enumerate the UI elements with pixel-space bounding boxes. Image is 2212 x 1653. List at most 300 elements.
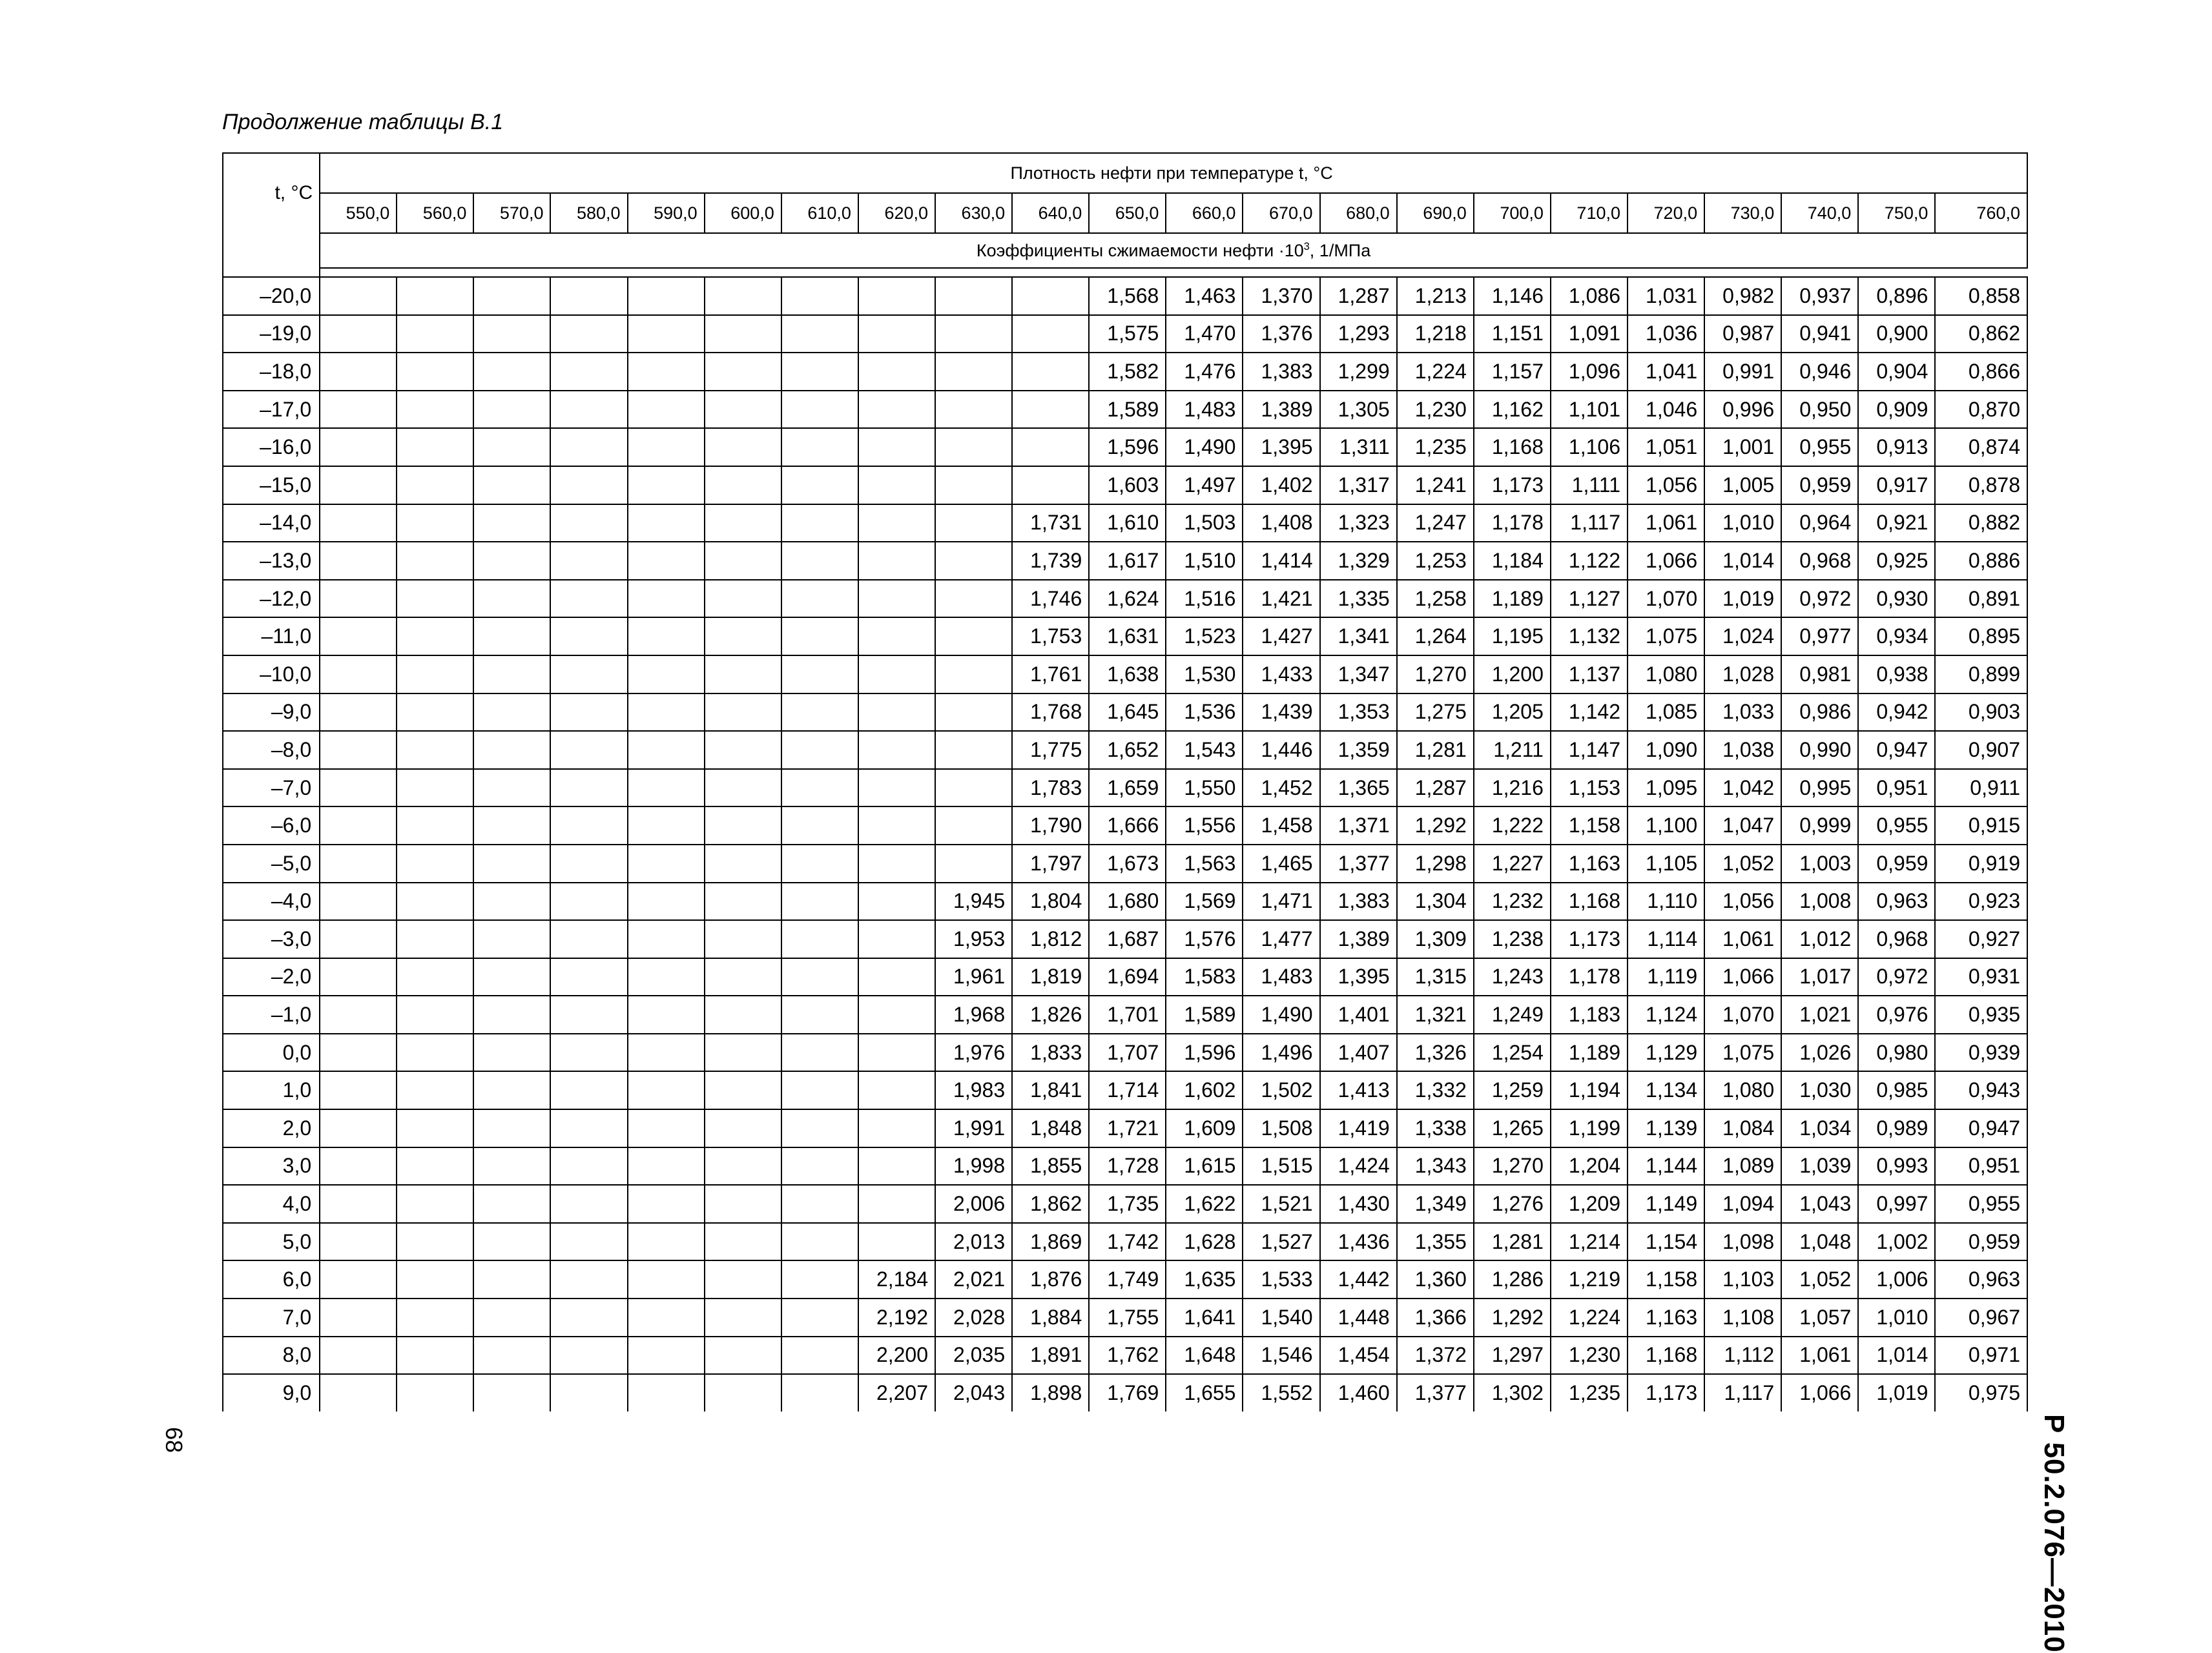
value-cell: 1,372 xyxy=(1397,1337,1474,1375)
value-cell xyxy=(550,1109,627,1147)
value-cell xyxy=(781,1071,858,1109)
value-cell xyxy=(550,845,627,883)
value-cell: 1,476 xyxy=(1166,353,1243,391)
value-cell xyxy=(397,353,473,391)
value-cell: 1,129 xyxy=(1628,1034,1704,1072)
temperature-cell: 8,0 xyxy=(223,1337,320,1375)
value-cell: 1,436 xyxy=(1320,1223,1397,1261)
value-cell: 1,460 xyxy=(1320,1374,1397,1412)
value-cell: 1,762 xyxy=(1089,1337,1166,1375)
value-cell xyxy=(320,1223,397,1261)
value-cell xyxy=(781,353,858,391)
value-cell: 1,204 xyxy=(1551,1147,1628,1186)
value-cell: 0,951 xyxy=(1935,1147,2027,1186)
table-caption: Продолжение таблицы В.1 xyxy=(222,110,504,134)
value-cell: 1,014 xyxy=(1858,1337,1935,1375)
value-cell: 1,019 xyxy=(1704,580,1781,618)
value-cell: 1,812 xyxy=(1012,920,1089,958)
value-cell: 1,582 xyxy=(1089,353,1166,391)
temperature-cell: –2,0 xyxy=(223,958,320,996)
value-cell: 1,286 xyxy=(1474,1260,1551,1299)
value-cell xyxy=(628,466,705,504)
value-cell: 1,211 xyxy=(1474,731,1551,769)
temperature-cell: –17,0 xyxy=(223,391,320,429)
value-cell: 0,913 xyxy=(1858,428,1935,466)
temperature-cell: –13,0 xyxy=(223,542,320,580)
value-cell xyxy=(628,845,705,883)
table-row xyxy=(223,920,2027,958)
value-cell xyxy=(473,693,550,732)
value-cell: 0,878 xyxy=(1935,466,2027,504)
value-cell: 1,596 xyxy=(1089,428,1166,466)
standard-code: Р 50.2.076—2010 xyxy=(2038,1414,2070,1653)
value-cell xyxy=(320,428,397,466)
value-cell: 0,959 xyxy=(1858,845,1935,883)
value-cell: 0,947 xyxy=(1935,1109,2027,1147)
value-cell: 0,874 xyxy=(1935,428,2027,466)
value-cell xyxy=(397,428,473,466)
value-cell: 1,463 xyxy=(1166,277,1243,315)
value-cell xyxy=(550,277,627,315)
value-cell: 0,980 xyxy=(1858,1034,1935,1072)
value-cell xyxy=(397,1260,473,1299)
value-cell: 1,323 xyxy=(1320,504,1397,542)
value-cell: 0,977 xyxy=(1781,617,1858,655)
value-cell: 1,243 xyxy=(1474,958,1551,996)
density-header-cell: 760,0 xyxy=(1935,193,2027,233)
value-cell: 1,563 xyxy=(1166,845,1243,883)
value-cell xyxy=(705,731,781,769)
value-cell xyxy=(628,428,705,466)
value-cell xyxy=(397,1185,473,1223)
value-cell: 1,707 xyxy=(1089,1034,1166,1072)
value-cell: 1,332 xyxy=(1397,1071,1474,1109)
value-cell xyxy=(550,883,627,921)
temperature-cell: –18,0 xyxy=(223,353,320,391)
temperature-cell: –12,0 xyxy=(223,580,320,618)
table-row xyxy=(223,1147,2027,1186)
value-cell: 0,899 xyxy=(1935,655,2027,693)
value-cell xyxy=(781,466,858,504)
value-cell xyxy=(1012,466,1089,504)
value-cell xyxy=(473,391,550,429)
value-cell: 2,200 xyxy=(858,1337,935,1375)
temperature-cell: 9,0 xyxy=(223,1374,320,1412)
density-header-cell: 740,0 xyxy=(1781,193,1858,233)
value-cell xyxy=(781,1034,858,1072)
value-cell: 1,389 xyxy=(1243,391,1319,429)
value-cell: 0,995 xyxy=(1781,769,1858,807)
table-row xyxy=(223,353,2027,391)
value-cell: 1,497 xyxy=(1166,466,1243,504)
value-cell: 1,241 xyxy=(1397,466,1474,504)
value-cell: 1,833 xyxy=(1012,1034,1089,1072)
value-cell: 1,624 xyxy=(1089,580,1166,618)
value-cell xyxy=(858,617,935,655)
value-cell xyxy=(473,428,550,466)
value-cell xyxy=(628,1337,705,1375)
value-cell xyxy=(858,1071,935,1109)
value-cell: 1,194 xyxy=(1551,1071,1628,1109)
value-cell xyxy=(550,1299,627,1337)
value-cell xyxy=(628,1374,705,1412)
value-cell xyxy=(858,655,935,693)
table-row xyxy=(223,845,2027,883)
value-cell xyxy=(858,769,935,807)
value-cell xyxy=(397,391,473,429)
value-cell: 0,955 xyxy=(1781,428,1858,466)
value-cell xyxy=(781,806,858,845)
value-cell xyxy=(705,1109,781,1147)
density-header-cell: 620,0 xyxy=(858,193,935,233)
value-cell: 1,470 xyxy=(1166,315,1243,353)
value-cell: 1,173 xyxy=(1551,920,1628,958)
value-cell: 0,991 xyxy=(1704,353,1781,391)
value-cell: 0,971 xyxy=(1935,1337,2027,1375)
value-cell: 0,963 xyxy=(1858,883,1935,921)
temperature-cell: –16,0 xyxy=(223,428,320,466)
value-cell: 1,031 xyxy=(1628,277,1704,315)
table-row xyxy=(223,806,2027,845)
value-cell xyxy=(935,655,1012,693)
value-cell: 1,132 xyxy=(1551,617,1628,655)
table-row xyxy=(223,655,2027,693)
value-cell: 0,931 xyxy=(1935,958,2027,996)
value-cell xyxy=(397,617,473,655)
value-cell: 1,038 xyxy=(1704,731,1781,769)
value-cell xyxy=(550,1337,627,1375)
value-cell: 2,207 xyxy=(858,1374,935,1412)
value-cell xyxy=(473,1223,550,1261)
value-cell: 1,139 xyxy=(1628,1109,1704,1147)
coefficients-exponent: 3 xyxy=(1303,240,1310,252)
value-cell: 1,427 xyxy=(1243,617,1319,655)
value-cell: 1,259 xyxy=(1474,1071,1551,1109)
value-cell xyxy=(628,542,705,580)
value-cell xyxy=(705,1071,781,1109)
value-cell xyxy=(320,1337,397,1375)
value-cell: 1,687 xyxy=(1089,920,1166,958)
value-cell xyxy=(705,1374,781,1412)
value-cell xyxy=(781,883,858,921)
value-cell xyxy=(858,353,935,391)
value-cell: 1,070 xyxy=(1704,996,1781,1034)
value-cell xyxy=(550,693,627,732)
value-cell xyxy=(705,580,781,618)
value-cell xyxy=(473,1299,550,1337)
value-cell: 1,596 xyxy=(1166,1034,1243,1072)
value-cell xyxy=(935,580,1012,618)
value-cell xyxy=(781,580,858,618)
value-cell xyxy=(858,277,935,315)
value-cell: 1,061 xyxy=(1628,504,1704,542)
value-cell: 1,377 xyxy=(1397,1374,1474,1412)
value-cell: 1,070 xyxy=(1628,580,1704,618)
value-cell xyxy=(473,958,550,996)
value-cell: 1,448 xyxy=(1320,1299,1397,1337)
value-cell: 0,968 xyxy=(1781,542,1858,580)
value-cell xyxy=(320,1147,397,1186)
temperature-cell: –4,0 xyxy=(223,883,320,921)
value-cell: 1,433 xyxy=(1243,655,1319,693)
value-cell: 1,189 xyxy=(1474,580,1551,618)
value-cell xyxy=(473,769,550,807)
value-cell xyxy=(473,353,550,391)
value-cell: 1,694 xyxy=(1089,958,1166,996)
value-cell xyxy=(705,315,781,353)
value-cell xyxy=(781,428,858,466)
temperature-cell: –11,0 xyxy=(223,617,320,655)
table-row xyxy=(223,1223,2027,1261)
value-cell: 1,036 xyxy=(1628,315,1704,353)
value-cell: 1,299 xyxy=(1320,353,1397,391)
value-cell: 1,144 xyxy=(1628,1147,1704,1186)
value-cell: 1,317 xyxy=(1320,466,1397,504)
value-cell: 1,066 xyxy=(1781,1374,1858,1412)
value-cell xyxy=(397,1374,473,1412)
value-cell xyxy=(858,731,935,769)
value-cell xyxy=(705,1034,781,1072)
table-row xyxy=(223,391,2027,429)
value-cell: 0,930 xyxy=(1858,580,1935,618)
value-cell: 1,383 xyxy=(1243,353,1319,391)
value-cell: 1,576 xyxy=(1166,920,1243,958)
value-cell: 1,080 xyxy=(1704,1071,1781,1109)
value-cell: 1,224 xyxy=(1397,353,1474,391)
value-cell: 0,858 xyxy=(1935,277,2027,315)
value-cell xyxy=(858,504,935,542)
value-cell: 0,968 xyxy=(1858,920,1935,958)
table-row xyxy=(223,693,2027,732)
value-cell xyxy=(628,731,705,769)
value-cell: 1,173 xyxy=(1474,466,1551,504)
value-cell: 0,967 xyxy=(1935,1299,2027,1337)
value-cell: 1,749 xyxy=(1089,1260,1166,1299)
value-cell xyxy=(858,466,935,504)
value-cell: 1,527 xyxy=(1243,1223,1319,1261)
temperature-cell: 2,0 xyxy=(223,1109,320,1147)
value-cell: 0,985 xyxy=(1858,1071,1935,1109)
value-cell: 1,222 xyxy=(1474,806,1551,845)
value-cell: 1,761 xyxy=(1012,655,1089,693)
value-cell: 0,943 xyxy=(1935,1071,2027,1109)
value-cell xyxy=(397,315,473,353)
value-cell: 1,209 xyxy=(1551,1185,1628,1223)
value-cell xyxy=(705,466,781,504)
value-cell: 1,721 xyxy=(1089,1109,1166,1147)
value-cell xyxy=(781,617,858,655)
value-cell xyxy=(550,1260,627,1299)
value-cell xyxy=(473,1147,550,1186)
table-row xyxy=(223,1260,2027,1299)
value-cell: 1,021 xyxy=(1781,996,1858,1034)
value-cell: 0,915 xyxy=(1935,806,2027,845)
value-cell: 1,583 xyxy=(1166,958,1243,996)
value-cell: 1,575 xyxy=(1089,315,1166,353)
value-cell: 1,275 xyxy=(1397,693,1474,732)
value-cell xyxy=(1012,428,1089,466)
value-cell xyxy=(320,769,397,807)
value-cell: 1,127 xyxy=(1551,580,1628,618)
value-cell xyxy=(628,1034,705,1072)
value-cell xyxy=(628,391,705,429)
value-cell xyxy=(628,580,705,618)
value-cell: 1,383 xyxy=(1320,883,1397,921)
value-cell: 1,395 xyxy=(1243,428,1319,466)
value-cell: 0,947 xyxy=(1858,731,1935,769)
value-cell: 1,540 xyxy=(1243,1299,1319,1337)
value-cell: 1,659 xyxy=(1089,769,1166,807)
value-cell xyxy=(550,315,627,353)
value-cell xyxy=(781,1185,858,1223)
value-cell xyxy=(858,958,935,996)
value-cell xyxy=(781,769,858,807)
value-cell: 1,523 xyxy=(1166,617,1243,655)
value-cell xyxy=(397,693,473,732)
table-row xyxy=(223,580,2027,618)
value-cell: 0,976 xyxy=(1858,996,1935,1034)
value-cell: 1,086 xyxy=(1551,277,1628,315)
value-cell: 1,338 xyxy=(1397,1109,1474,1147)
value-cell: 1,061 xyxy=(1781,1337,1858,1375)
value-cell: 1,216 xyxy=(1474,769,1551,807)
value-cell xyxy=(628,883,705,921)
value-cell xyxy=(473,617,550,655)
value-cell: 1,075 xyxy=(1628,617,1704,655)
value-cell: 1,026 xyxy=(1781,1034,1858,1072)
value-cell: 1,258 xyxy=(1397,580,1474,618)
value-cell xyxy=(858,542,935,580)
value-cell: 0,939 xyxy=(1935,1034,2027,1072)
value-cell xyxy=(320,504,397,542)
value-cell: 0,891 xyxy=(1935,580,2027,618)
value-cell xyxy=(781,277,858,315)
temperature-cell: –6,0 xyxy=(223,806,320,845)
coefficients-unit: , 1/МПа xyxy=(1309,240,1371,260)
value-cell: 1,014 xyxy=(1704,542,1781,580)
value-cell: 1,983 xyxy=(935,1071,1012,1109)
value-cell: 0,996 xyxy=(1704,391,1781,429)
value-cell: 1,552 xyxy=(1243,1374,1319,1412)
value-cell: 1,298 xyxy=(1397,845,1474,883)
value-cell: 1,516 xyxy=(1166,580,1243,618)
value-cell: 1,321 xyxy=(1397,996,1474,1034)
density-header-cell: 640,0 xyxy=(1012,193,1089,233)
value-cell xyxy=(473,277,550,315)
value-cell: 1,359 xyxy=(1320,731,1397,769)
value-cell xyxy=(397,1299,473,1337)
value-cell: 0,941 xyxy=(1781,315,1858,353)
value-cell: 0,942 xyxy=(1858,693,1935,732)
density-header-cell: 610,0 xyxy=(781,193,858,233)
value-cell: 1,326 xyxy=(1397,1034,1474,1072)
value-cell: 1,147 xyxy=(1551,731,1628,769)
table-row xyxy=(223,504,2027,542)
value-cell: 0,955 xyxy=(1858,806,1935,845)
value-cell: 1,609 xyxy=(1166,1109,1243,1147)
value-cell xyxy=(550,391,627,429)
value-cell: 0,870 xyxy=(1935,391,2027,429)
value-cell: 0,927 xyxy=(1935,920,2027,958)
temperature-cell: 1,0 xyxy=(223,1071,320,1109)
density-header-cell: 690,0 xyxy=(1397,193,1474,233)
value-cell xyxy=(550,958,627,996)
value-cell: 1,146 xyxy=(1474,277,1551,315)
value-cell xyxy=(550,806,627,845)
value-cell xyxy=(397,996,473,1034)
density-values-row xyxy=(223,193,2027,233)
header-spacer-t xyxy=(223,268,320,277)
temperature-cell: 0,0 xyxy=(223,1034,320,1072)
value-cell: 1,052 xyxy=(1704,845,1781,883)
value-cell xyxy=(705,693,781,732)
value-cell xyxy=(705,277,781,315)
value-cell xyxy=(320,1299,397,1337)
value-cell: 1,200 xyxy=(1474,655,1551,693)
value-cell: 1,173 xyxy=(1628,1374,1704,1412)
value-cell: 1,536 xyxy=(1166,693,1243,732)
value-cell: 1,329 xyxy=(1320,542,1397,580)
value-cell xyxy=(935,542,1012,580)
value-cell: 1,848 xyxy=(1012,1109,1089,1147)
compressibility-table xyxy=(222,152,2028,1412)
temperature-cell: 7,0 xyxy=(223,1299,320,1337)
value-cell: 1,218 xyxy=(1397,315,1474,353)
value-cell xyxy=(705,845,781,883)
value-cell xyxy=(473,1337,550,1375)
value-cell xyxy=(1012,391,1089,429)
value-cell: 1,442 xyxy=(1320,1260,1397,1299)
value-cell: 1,142 xyxy=(1551,693,1628,732)
value-cell xyxy=(550,617,627,655)
value-cell: 0,955 xyxy=(1935,1185,2027,1223)
value-cell xyxy=(705,1299,781,1337)
coefficients-label: Коэффициенты сжимаемости нефти ·10 xyxy=(976,240,1304,260)
value-cell xyxy=(935,391,1012,429)
value-cell: 1,270 xyxy=(1474,1147,1551,1186)
value-cell: 1,158 xyxy=(1628,1260,1704,1299)
value-cell: 1,735 xyxy=(1089,1185,1166,1223)
value-cell: 1,230 xyxy=(1397,391,1474,429)
value-cell: 1,465 xyxy=(1243,845,1319,883)
value-cell xyxy=(320,693,397,732)
value-cell xyxy=(320,466,397,504)
value-cell xyxy=(473,1109,550,1147)
value-cell: 0,895 xyxy=(1935,617,2027,655)
value-cell: 1,783 xyxy=(1012,769,1089,807)
value-cell: 1,001 xyxy=(1704,428,1781,466)
value-cell: 1,119 xyxy=(1628,958,1704,996)
value-cell: 1,790 xyxy=(1012,806,1089,845)
value-cell: 1,270 xyxy=(1397,655,1474,693)
value-cell xyxy=(781,845,858,883)
value-cell: 0,989 xyxy=(1858,1109,1935,1147)
value-cell: 1,503 xyxy=(1166,504,1243,542)
value-cell: 1,304 xyxy=(1397,883,1474,921)
value-cell xyxy=(705,428,781,466)
value-cell: 1,414 xyxy=(1243,542,1319,580)
value-cell: 1,287 xyxy=(1320,277,1397,315)
temperature-cell: –7,0 xyxy=(223,769,320,807)
value-cell: 1,869 xyxy=(1012,1223,1089,1261)
value-cell xyxy=(858,1109,935,1147)
value-cell: 0,909 xyxy=(1858,391,1935,429)
value-cell: 1,019 xyxy=(1858,1374,1935,1412)
value-cell: 1,213 xyxy=(1397,277,1474,315)
value-cell: 1,047 xyxy=(1704,806,1781,845)
value-cell: 1,238 xyxy=(1474,920,1551,958)
value-cell xyxy=(858,1185,935,1223)
